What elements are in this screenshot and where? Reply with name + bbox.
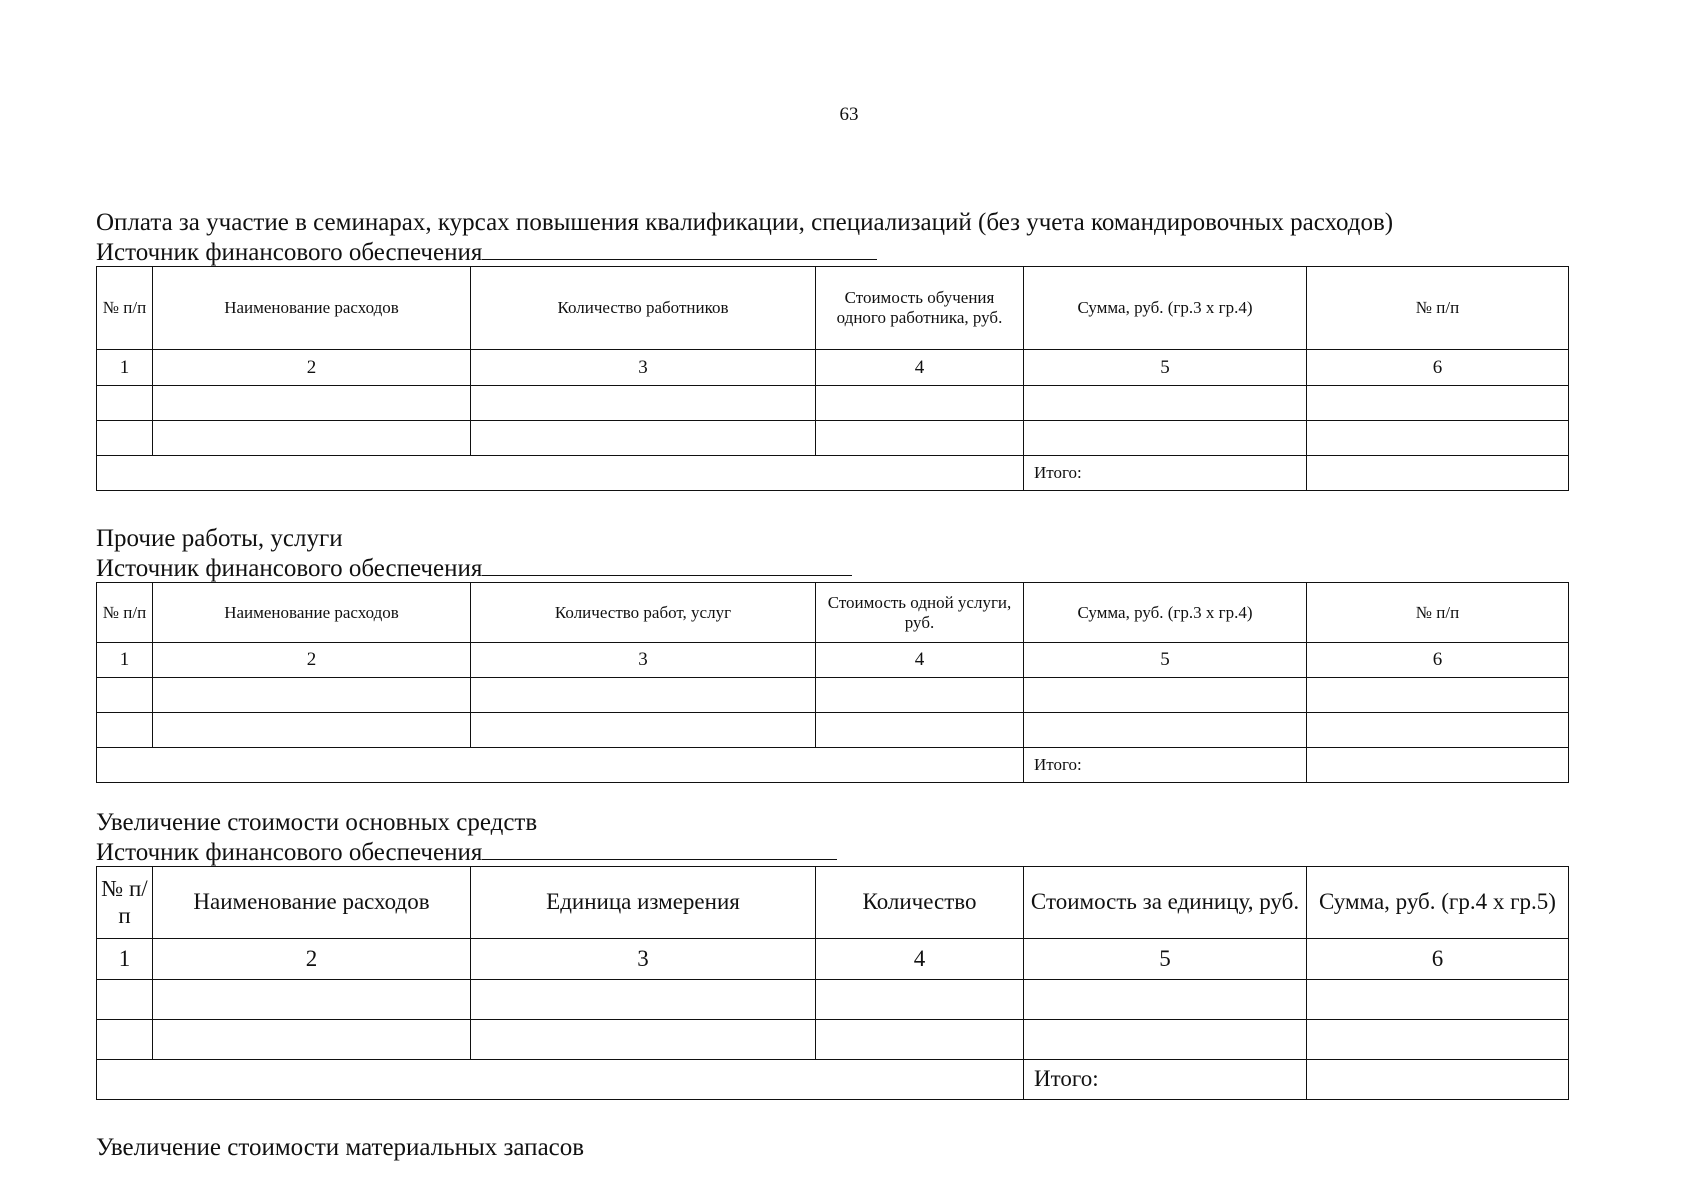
- header-cell: № п/п: [1307, 267, 1569, 350]
- empty-cell[interactable]: [97, 1020, 153, 1060]
- column-number: 1: [97, 939, 153, 980]
- empty-cell[interactable]: [816, 678, 1024, 713]
- column-number-row: [97, 939, 1569, 980]
- empty-cell[interactable]: [816, 386, 1024, 421]
- header-cell: Стоимость обучения одного работника, руб.: [816, 267, 1024, 350]
- empty-cell[interactable]: [816, 1020, 1024, 1060]
- header-cell: Количество работников: [471, 267, 816, 350]
- column-number: 3: [471, 350, 816, 386]
- empty-cell[interactable]: [816, 421, 1024, 456]
- funding-source: [96, 237, 1393, 267]
- column-number: 1: [97, 643, 153, 678]
- empty-cell[interactable]: [1024, 980, 1307, 1020]
- empty-cell[interactable]: [1024, 678, 1307, 713]
- column-number: 4: [816, 939, 1024, 980]
- empty-cell[interactable]: [153, 386, 471, 421]
- header-cell: Стоимость одной услуги, руб.: [816, 583, 1024, 643]
- section-fixed-assets-heading: [96, 808, 837, 867]
- section-title: Прочие работы, услуги: [96, 525, 343, 552]
- fixed-assets-table: [96, 866, 1569, 1100]
- funding-source-blank[interactable]: [482, 837, 837, 860]
- section-title: Увеличение стоимости материальных запасов: [96, 1134, 585, 1161]
- empty-cell[interactable]: [471, 1020, 816, 1060]
- empty-cell[interactable]: [97, 678, 153, 713]
- empty-cell[interactable]: [1024, 713, 1307, 748]
- empty-cell[interactable]: [471, 980, 816, 1020]
- column-number: 2: [153, 643, 471, 678]
- header-cell: Наименование расходов: [153, 267, 471, 350]
- column-number: 5: [1024, 350, 1307, 386]
- empty-cell[interactable]: [816, 980, 1024, 1020]
- column-number-row: [97, 350, 1569, 386]
- table-row: [97, 678, 1569, 713]
- table-row: [97, 980, 1569, 1020]
- header-cell: Наименование расходов: [153, 583, 471, 643]
- empty-cell[interactable]: [153, 980, 471, 1020]
- total-label: Итого:: [1024, 748, 1307, 783]
- empty-cell[interactable]: [153, 1020, 471, 1060]
- empty-cell[interactable]: [816, 713, 1024, 748]
- empty-cell[interactable]: [1307, 421, 1569, 456]
- total-value-cell[interactable]: [1307, 1060, 1569, 1100]
- funding-source-label: Источник финансового обеспечения: [96, 555, 483, 582]
- header-cell: Сумма, руб. (гр.3 х гр.4): [1024, 267, 1307, 350]
- header-cell: № п/п: [1307, 583, 1569, 643]
- empty-cell[interactable]: [1307, 713, 1569, 748]
- funding-source-label: Источник финансового обеспечения: [96, 239, 483, 266]
- column-number-row: [97, 643, 1569, 678]
- table-row: [97, 421, 1569, 456]
- column-number: 2: [153, 350, 471, 386]
- column-number: 3: [471, 643, 816, 678]
- header-cell: № п/п: [97, 583, 153, 643]
- empty-cell[interactable]: [153, 713, 471, 748]
- table-row: [97, 713, 1569, 748]
- column-number: 6: [1307, 939, 1569, 980]
- header-cell: № п/п: [97, 267, 153, 350]
- funding-source-blank[interactable]: [482, 553, 852, 576]
- header-cell: № п/п: [97, 867, 153, 939]
- total-row: [97, 456, 1569, 491]
- column-number: 4: [816, 643, 1024, 678]
- header-cell: Наименование расходов: [153, 867, 471, 939]
- section-title: Увеличение стоимости основных средств: [96, 809, 538, 836]
- empty-cell[interactable]: [97, 980, 153, 1020]
- empty-cell[interactable]: [471, 421, 816, 456]
- training-expenses-table: [96, 266, 1569, 491]
- empty-cell[interactable]: [153, 421, 471, 456]
- header-cell: Единица измерения: [471, 867, 816, 939]
- total-label: Итого:: [1024, 456, 1307, 491]
- funding-source: [96, 553, 852, 583]
- empty-cell[interactable]: [471, 678, 816, 713]
- section-material-stocks-heading: [96, 1133, 584, 1162]
- empty-cell[interactable]: [97, 386, 153, 421]
- funding-source-blank[interactable]: [482, 237, 877, 260]
- column-number: 5: [1024, 643, 1307, 678]
- table-header-row: [97, 867, 1569, 939]
- page-number: 63: [839, 104, 859, 125]
- table-row: [97, 386, 1569, 421]
- table-header-row: [97, 583, 1569, 643]
- empty-cell[interactable]: [1024, 386, 1307, 421]
- empty-cell[interactable]: [471, 386, 816, 421]
- empty-cell[interactable]: [153, 678, 471, 713]
- section-title: Оплата за участие в семинарах, курсах повышения квалификации, специализаций (без учета командировочных расходов): [96, 209, 1394, 236]
- table-header-row: [97, 267, 1569, 350]
- empty-cell[interactable]: [1307, 1020, 1569, 1060]
- header-cell: Стоимость за единицу, руб.: [1024, 867, 1307, 939]
- total-spacer-cell: [97, 456, 1024, 491]
- total-value-cell[interactable]: [1307, 748, 1569, 783]
- column-number: 5: [1024, 939, 1307, 980]
- header-cell: Количество: [816, 867, 1024, 939]
- funding-source: [96, 837, 837, 867]
- section-training-heading: [96, 208, 1393, 267]
- column-number: 1: [97, 350, 153, 386]
- empty-cell[interactable]: [1307, 678, 1569, 713]
- empty-cell[interactable]: [1024, 1020, 1307, 1060]
- total-label: Итого:: [1024, 1060, 1307, 1100]
- empty-cell[interactable]: [97, 713, 153, 748]
- header-cell: Сумма, руб. (гр.3 х гр.4): [1024, 583, 1307, 643]
- total-value-cell[interactable]: [1307, 456, 1569, 491]
- column-number: 6: [1307, 350, 1569, 386]
- other-services-table: [96, 582, 1569, 783]
- section-other-services-heading: [96, 524, 852, 583]
- total-row: [97, 1060, 1569, 1100]
- header-cell: Количество работ, услуг: [471, 583, 816, 643]
- total-row: [97, 748, 1569, 783]
- table-row: [97, 1020, 1569, 1060]
- empty-cell[interactable]: [97, 421, 153, 456]
- column-number: 4: [816, 350, 1024, 386]
- column-number: 2: [153, 939, 471, 980]
- total-spacer-cell: [97, 748, 1024, 783]
- empty-cell[interactable]: [1307, 386, 1569, 421]
- column-number: 3: [471, 939, 816, 980]
- header-cell: Сумма, руб. (гр.4 х гр.5): [1307, 867, 1569, 939]
- empty-cell[interactable]: [1024, 421, 1307, 456]
- column-number: 6: [1307, 643, 1569, 678]
- funding-source-label: Источник финансового обеспечения: [96, 839, 483, 866]
- empty-cell[interactable]: [471, 713, 816, 748]
- total-spacer-cell: [97, 1060, 1024, 1100]
- empty-cell[interactable]: [1307, 980, 1569, 1020]
